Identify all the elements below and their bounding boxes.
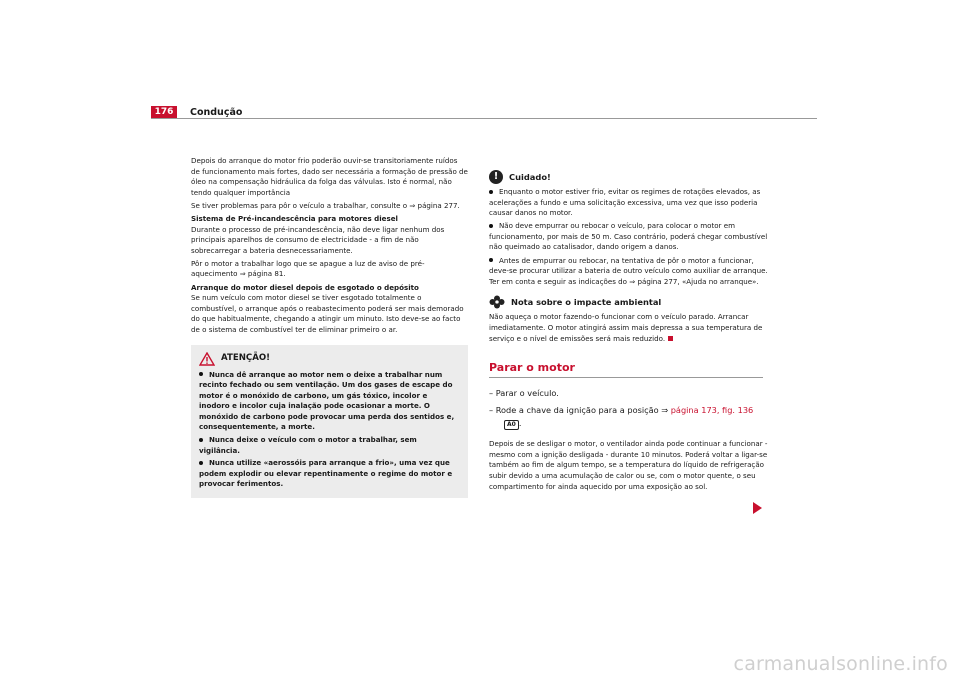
paragraph: Depois de se desligar o motor, o ventilador ainda pode continuar a funcionar - mesmo com a ignição desligada - durante 10 minutos. Poderá voltar a ligar-se também ao fim de algum tempo, se a temperatura do líquido de refrigeração subir devido a uma acumulação de calor ou se, com o motor quente, o seu compartimento for ainda aquecido por uma exposição ao sol.	[489, 439, 768, 491]
caution-item: Antes de empurrar ou rebocar, na tentativa de pôr o motor a funcionar, deve-se procurar utilizar a bateria de outro veículo como auxiliar de arranque. Ter em conta e seguir as indicações do ⇒ página 277, «Ajuda no arranque».	[489, 255, 768, 286]
section-title: Condução	[190, 107, 243, 118]
warning-title: ATENÇÃO!	[221, 353, 271, 364]
right-column	[489, 170, 769, 495]
environment-title: Nota sobre o impacte ambiental	[511, 297, 662, 308]
bullet-icon	[489, 258, 493, 262]
section-heading: Parar o motor	[489, 361, 575, 375]
step-item: – Parar o veículo.	[489, 388, 559, 399]
caution-icon: !	[489, 170, 503, 184]
next-page-arrow-icon	[753, 502, 762, 514]
end-marker-icon	[668, 336, 673, 341]
page-number: 176	[151, 106, 177, 119]
warning-header	[199, 352, 460, 366]
paragraph: Se num veículo com motor diesel se tiver esgotado totalmente o combustível, o arranque após o reabastecimento poderá ser mais demorado do que habitualmente, chegando a atingir um minuto. Isto deve-se ao facto de o sistema de combustível ter de eliminar primeiro o ar.	[191, 293, 464, 334]
step-item: – Rode a chave da ignição para a posição ⇒ página 173, fig. 136 A0 .	[489, 405, 754, 429]
warning-item: Nunca utilize «aerossóis para arranque a frio», uma vez que podem explodir ou elevar repentinamente o regime do motor e provocar ferimentos.	[199, 458, 453, 489]
bullet-icon	[199, 438, 203, 442]
header-divider	[151, 118, 817, 119]
left-column	[191, 156, 468, 498]
watermark: carmanualsonline.info	[733, 653, 948, 675]
warning-item: Nunca dê arranque ao motor nem o deixe a trabalhar num recinto fechado ou sem ventilação. Um dos gases de escape do motor é o monóxido de carbono, um gás tóxico, incolor e inodoro e incolor cuja inalação pode ocasionar a morte. O monóxido de carbono pode provocar uma perda dos sentidos e, consequentemente, a morte.	[199, 369, 455, 432]
bullet-icon	[489, 190, 493, 194]
subheading: Arranque do motor diesel depois de esgotado o depósito	[191, 282, 419, 292]
paragraph: Pôr o motor a trabalhar logo que se apague a luz de aviso de pré-aquecimento ⇒ página 81.	[191, 258, 425, 279]
warning-item: Nunca deixe o veículo com o motor a trabalhar, sem vigilância.	[199, 435, 417, 455]
page-link[interactable]: página 173, fig. 136	[670, 405, 754, 416]
section-heading-rule	[489, 377, 763, 378]
environment-flower-icon	[489, 295, 505, 309]
bullet-icon	[199, 372, 203, 376]
paragraph: Durante o processo de pré-incandescência, não deve ligar nenhum dos principais aparelhos de consumo de electricidade - a fim de não sobrecarregar a bateria desnecessariamente.	[191, 224, 445, 255]
caution-item: Enquanto o motor estiver frio, evitar os regimes de rotações elevados, as acelerações a fundo e uma solicitação excessiva, uma vez que isso poderia causar danos no motor.	[489, 187, 761, 218]
paragraph: Depois do arranque do motor frio poderão ouvir-se transitoriamente ruídos de funcionamento mais fortes, dado ser necessária a formação de pressão de óleo na compensação hidráulica da folga das válvulas. Isto é normal, não tendo qualquer importância	[191, 156, 468, 197]
warning-box	[191, 345, 468, 499]
warning-triangle-icon	[199, 352, 215, 366]
position-badge: A0	[504, 420, 519, 430]
paragraph: Se tiver problemas para pôr o veículo a trabalhar, consulte o ⇒ página 277.	[191, 200, 460, 210]
caution-title: Cuidado!	[509, 171, 551, 182]
environment-header	[489, 295, 769, 309]
subheading: Sistema de Pré-incandescência para motores diesel	[191, 213, 398, 223]
bullet-icon	[489, 224, 493, 228]
bullet-icon	[199, 461, 203, 465]
caution-header	[489, 170, 769, 184]
caution-item: Não deve empurrar ou rebocar o veículo, para colocar o motor em funcionamento, por mais de 50 m. Caso contrário, poderá chegar combustível não queimado ao catalisador, dando origem a danos.	[489, 221, 768, 252]
environment-text: Não aqueça o motor fazendo-o funcionar com o veículo parado. Arrancar imediatamente. O motor atingirá assim mais depressa a sua temperatura de serviço e o nível de emissões será mais reduzido.	[489, 312, 763, 343]
